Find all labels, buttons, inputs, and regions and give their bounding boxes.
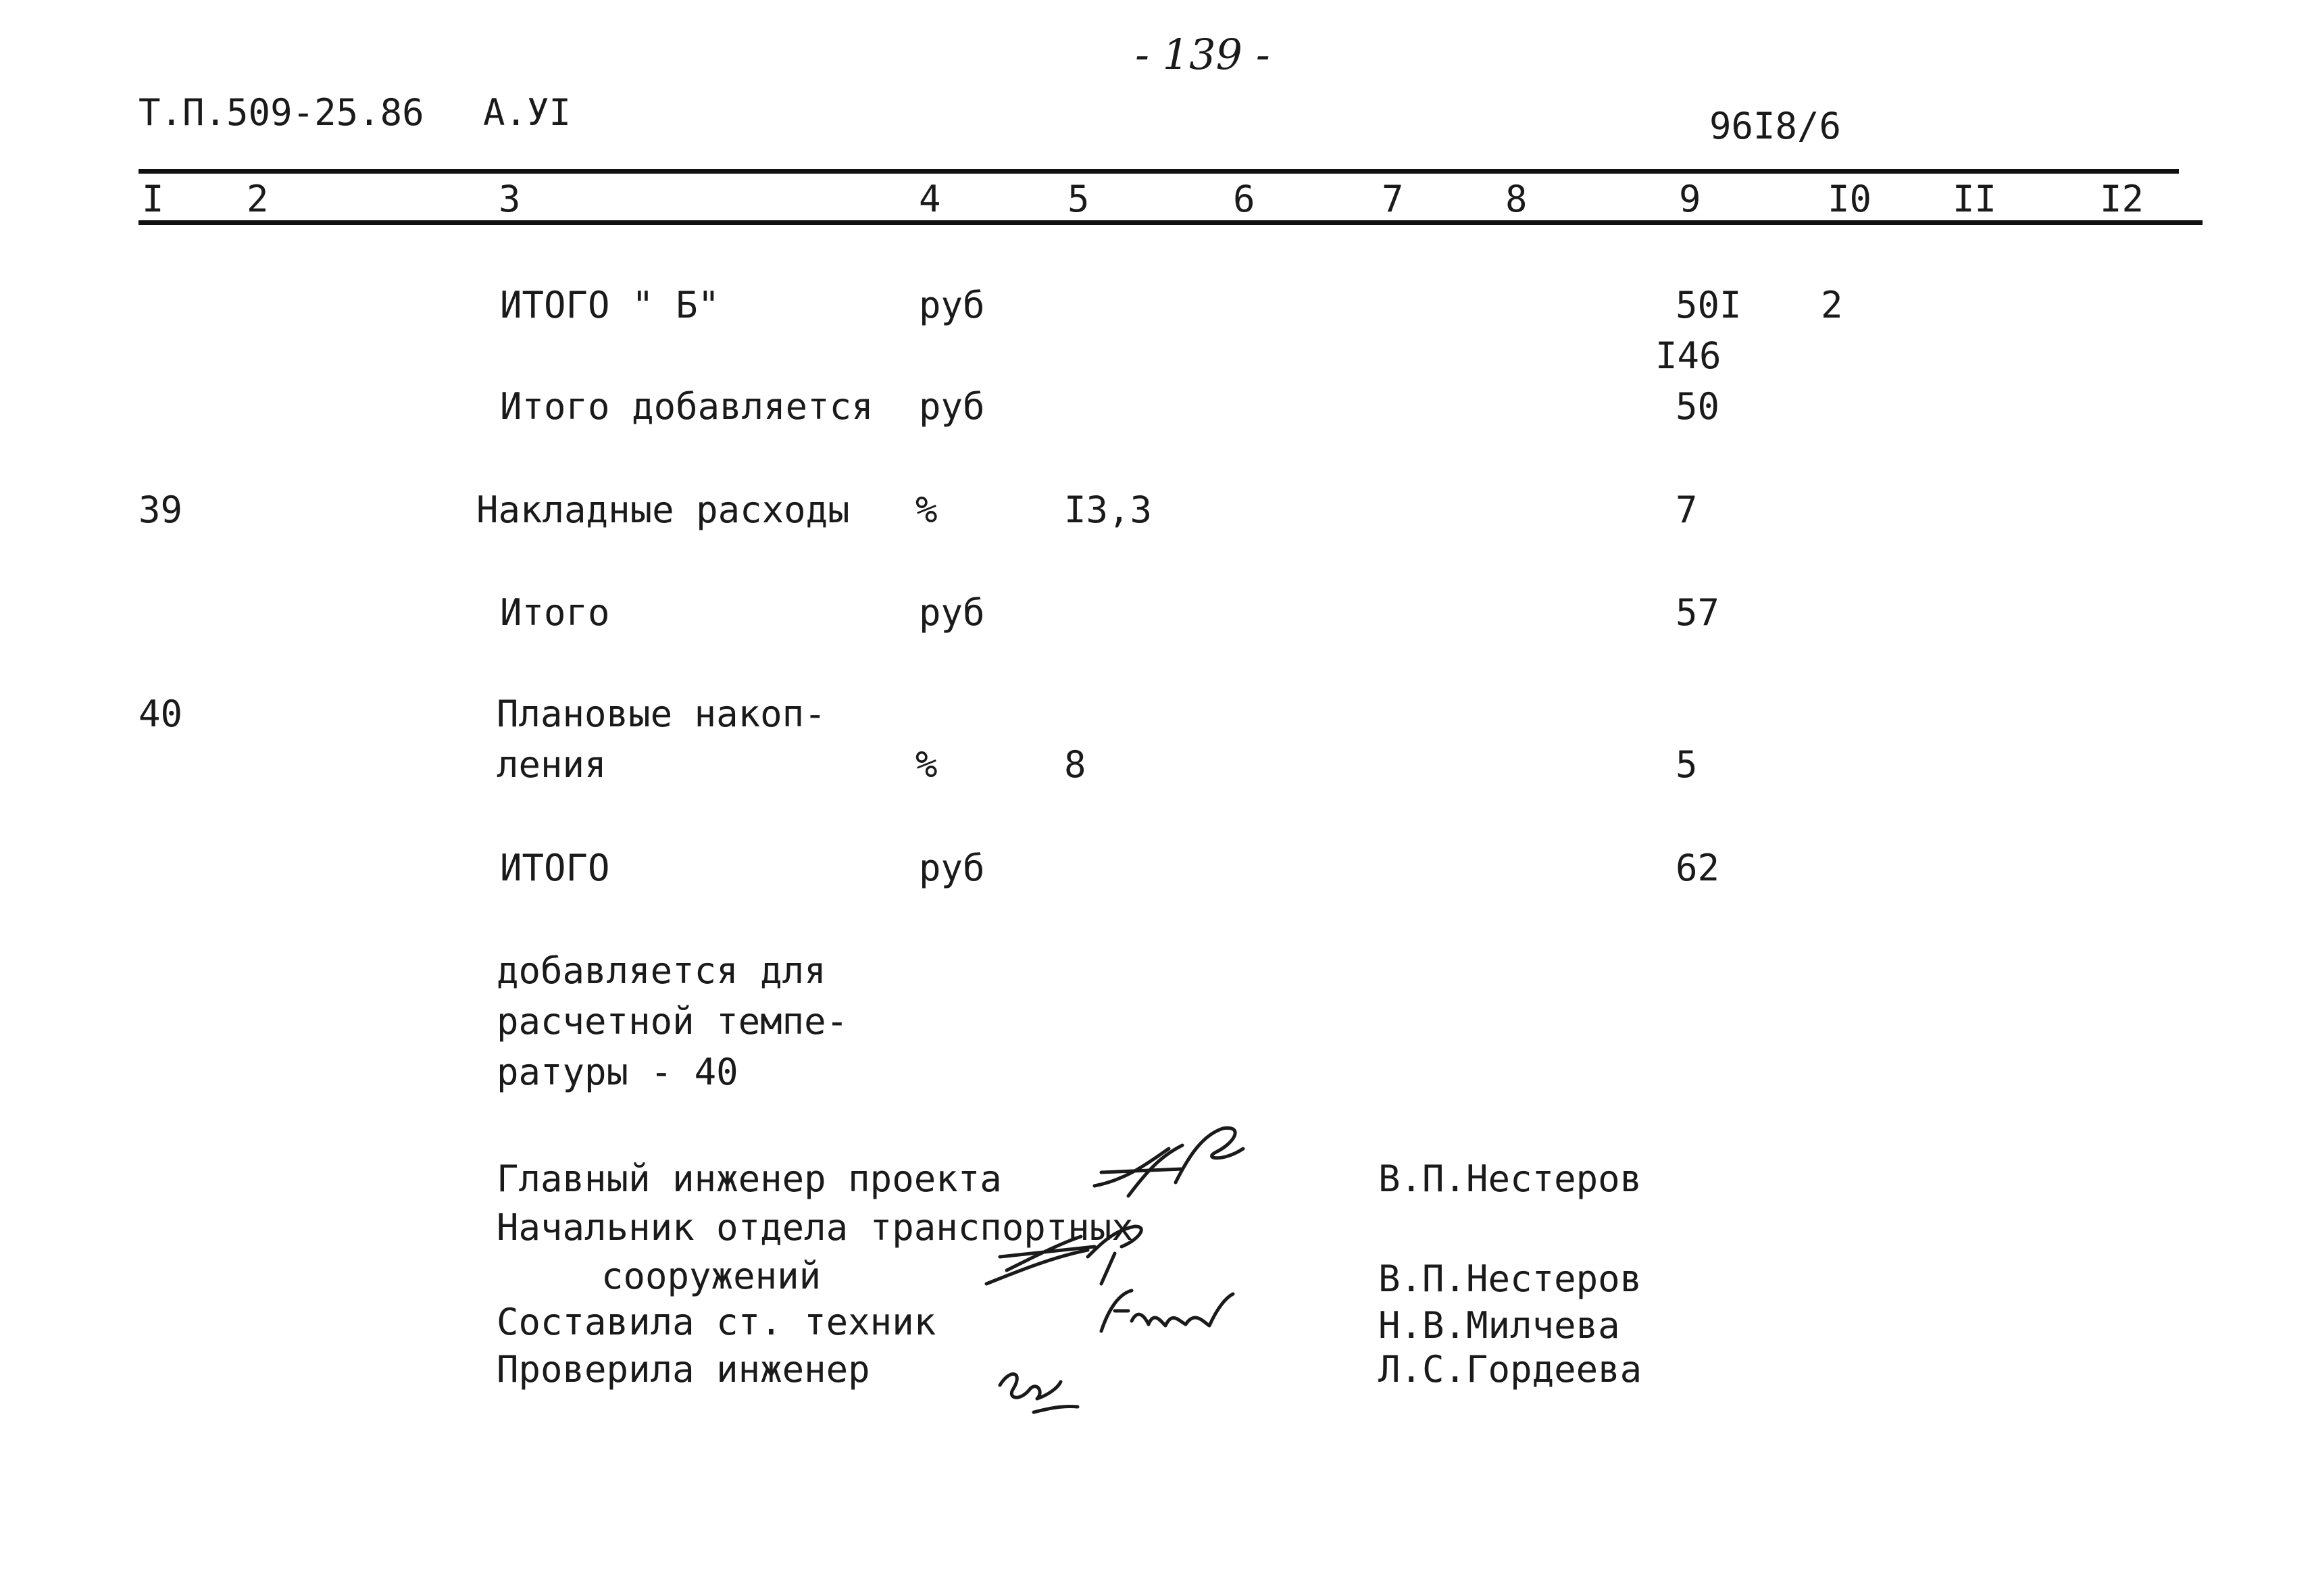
row-value-col9: I46: [1655, 334, 1721, 377]
album-number: А.УI: [483, 91, 572, 134]
note-line: добавляется для: [497, 949, 826, 992]
column-number: 5: [1067, 178, 1090, 220]
row-unit: руб: [919, 847, 985, 889]
note-line: ратуры - 40: [497, 1051, 738, 1093]
row-rate: I3,3: [1064, 489, 1153, 531]
row-label: Итого: [500, 591, 610, 634]
column-number: 9: [1679, 178, 1701, 220]
compiler-signature: [1095, 1284, 1243, 1345]
chief-engineer-signature: [1088, 1122, 1257, 1216]
checker-name: Л.С.Гордеева: [1378, 1348, 1642, 1391]
row-label: ления: [497, 743, 607, 786]
header-bottom-rule: [139, 220, 2203, 225]
row-unit: руб: [919, 591, 985, 634]
checker-signature: [993, 1358, 1088, 1426]
row-unit: руб: [919, 385, 985, 428]
row-label: Плановые накоп-: [497, 693, 826, 735]
chief-engineer-name: В.П.Нестеров: [1378, 1157, 1642, 1200]
department-head-title: сооружений: [601, 1255, 822, 1297]
row-unit: руб: [919, 284, 985, 326]
row-number: 39: [139, 489, 183, 531]
column-number: I: [142, 178, 164, 220]
compiler-title: Составила ст. техник: [497, 1301, 936, 1343]
column-number: II: [1953, 178, 1997, 220]
department-head-title: Начальник отдела транспортных: [497, 1206, 1134, 1249]
row-value-col9: 5: [1676, 743, 1698, 786]
column-number: 6: [1233, 178, 1255, 220]
chief-engineer-title: Главный инженер проекта: [497, 1157, 1002, 1200]
document-code: Т.П.509-25.86: [139, 91, 424, 134]
row-value-col9: 50I: [1676, 284, 1742, 326]
row-label: Итого добавляется: [500, 385, 874, 428]
column-number: 3: [499, 178, 521, 220]
column-number: 7: [1382, 178, 1404, 220]
column-number: I2: [2100, 178, 2144, 220]
row-label: ИТОГО: [500, 847, 610, 889]
department-head-name: В.П.Нестеров: [1378, 1257, 1642, 1300]
row-value-col10: 2: [1821, 284, 1843, 326]
note-line: расчетной темпе-: [497, 1000, 849, 1043]
compiler-name: Н.В.Милчева: [1378, 1304, 1620, 1347]
column-number: 2: [247, 178, 269, 220]
page-number: - 139 -: [1135, 30, 1270, 79]
row-value-col9: 7: [1676, 489, 1698, 531]
row-label: Накладные расходы: [476, 489, 850, 531]
column-number: 4: [919, 178, 941, 220]
header-top-rule: [139, 169, 2179, 174]
column-number: I0: [1828, 178, 1872, 220]
row-unit: %: [915, 489, 938, 531]
checker-title: Проверила инженер: [497, 1348, 870, 1391]
row-label: ИТОГО " Б": [500, 284, 720, 326]
row-rate: 8: [1064, 743, 1086, 786]
row-value-col9: 57: [1676, 591, 1720, 634]
sheet-code: 96I8/6: [1709, 105, 1842, 147]
column-number: 8: [1505, 178, 1528, 220]
row-unit: %: [915, 743, 938, 786]
row-number: 40: [139, 693, 183, 735]
row-value-col9: 62: [1676, 847, 1720, 889]
row-value-col9: 50: [1676, 385, 1720, 428]
